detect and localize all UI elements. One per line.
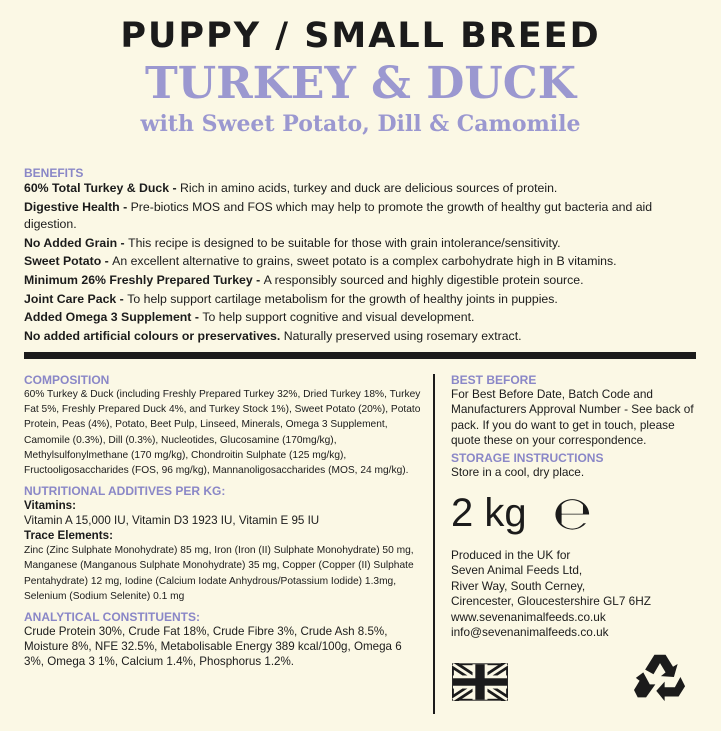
trace-elements-label: Trace Elements: (24, 529, 113, 543)
additives-heading: NUTRITIONAL ADDITIVES PER KG: (24, 484, 226, 499)
analytical-heading: ANALYTICAL CONSTITUENTS: (24, 610, 201, 625)
net-weight (451, 486, 701, 541)
producer-line: Seven Animal Feeds Ltd, (451, 563, 583, 578)
benefit-item: Minimum 26% Freshly Prepared Turkey - A responsibly sourced and highly digestible protein source. (24, 272, 584, 287)
product-category: PUPPY / SMALL BREED (120, 16, 601, 56)
product-name: TURKEY & DUCK (144, 58, 577, 109)
vertical-divider (433, 374, 435, 714)
product-subtitle: with Sweet Potato, Dill & Camomile (140, 111, 581, 137)
producer-line: Cirencester, Gloucestershire GL7 6HZ (451, 594, 651, 609)
vitamins-label: Vitamins: (24, 499, 76, 513)
horizontal-divider (24, 352, 696, 359)
composition-text: 60% Turkey & Duck (including Freshly Prepared Turkey 32%, Dried Turkey 18%, Turkey Fat 5%, Freshly Prepared Duck 4%, and Turkey Stock 1%), Sweet Potato (20%), Potato Protein, Peas (4%), Potato, Beet Pulp, Linseed, Minerals, Omega 3 Supplement, Camomile (0.3%), Dill (0.3%), Nucleotides, Glucosamine (170mg/kg), Methylsulfonylmethane (170 mg/kg), Chondroitin Sulphate (125 mg/kg), Fructooligosaccharides (FOS, 96 mg/kg), Mannanoligosaccharides (MOS, 24 mg/kg). (24, 389, 421, 477)
producer-line: River Way, South Cerney, (451, 578, 586, 593)
email-link[interactable]: info@sevenanimalfeeds.co.uk (451, 625, 609, 640)
estimated-sign-icon: ℮ (552, 486, 592, 541)
analytical-text: Crude Protein 30%, Crude Fat 18%, Crude Fibre 3%, Crude Ash 8.5%, Moisture 8%, NFE 32.5%, Metabolisable Energy 389 kcal/100g, Omega 6 3%, Omega 3 1%, Calcium 1.4%, Phosphorus 1.2%. (24, 625, 402, 669)
benefit-item: Added Omega 3 Supplement - To help support cognitive and visual development. (24, 310, 475, 325)
website-link[interactable]: www.sevenanimalfeeds.co.uk (451, 609, 606, 624)
producer-line: Produced in the UK for (451, 548, 571, 563)
benefit-item: No added artificial colours or preservatives. Naturally preserved using rosemary extract. (24, 328, 522, 343)
best-before-heading: BEST BEFORE (451, 373, 537, 387)
benefits-heading: BENEFITS (24, 166, 84, 180)
benefit-item: Digestive Health - Pre-biotics MOS and FOS which may help to promote the growth of healthy gut bacteria and aid digestion. (24, 199, 653, 232)
best-before-text: For Best Before Date, Batch Code and Manufacturers Approval Number - See back of pack. If you do want to get in touch, please quote these on your correspondence. (451, 387, 694, 448)
recycle-icon (632, 651, 688, 703)
ingredients-column (24, 373, 424, 675)
benefit-item: Sweet Potato - An excellent alternative to grains, sweet potato is a complex carbohydrate high in B vitamins. (24, 254, 617, 269)
benefit-item: No Added Grain - This recipe is designed to be suitable for those with grain intolerance/sensitivity. (24, 235, 561, 250)
trace-elements-text: Zinc (Zinc Sulphate Monohydrate) 85 mg, Iron (Iron (II) Sulphate Monohydrate) 50 mg, Manganese (Manganous Sulphate Monohydrate) 35 mg, Copper (Copper (II) Sulphate Pentahydrate) 12 mg, Iodine (Calcium Iodate Anhydrous/Potassium Iodide) 1.3mg, Selenium (Sodium Selenite) 0.1 mg (24, 545, 414, 602)
uk-flag-icon (452, 663, 508, 701)
benefits-section (24, 166, 696, 346)
benefit-item: 60% Total Turkey & Duck - Rich in amino acids, turkey and duck are delicious sources of protein. (24, 181, 558, 195)
weight-value: 2 kg (451, 491, 527, 536)
vitamins-text: Vitamin A 15,000 IU, Vitamin D3 1923 IU, Vitamin E 95 IU (24, 514, 320, 528)
product-header (0, 14, 721, 138)
benefit-item: Joint Care Pack - To help support cartilage metabolism for the growth of healthy joints in puppies. (24, 291, 558, 306)
storage-heading: STORAGE INSTRUCTIONS (451, 450, 604, 465)
producer-address (451, 548, 701, 640)
info-column (451, 373, 701, 640)
composition-heading: COMPOSITION (24, 373, 110, 387)
storage-text: Store in a cool, dry place. (451, 464, 585, 479)
